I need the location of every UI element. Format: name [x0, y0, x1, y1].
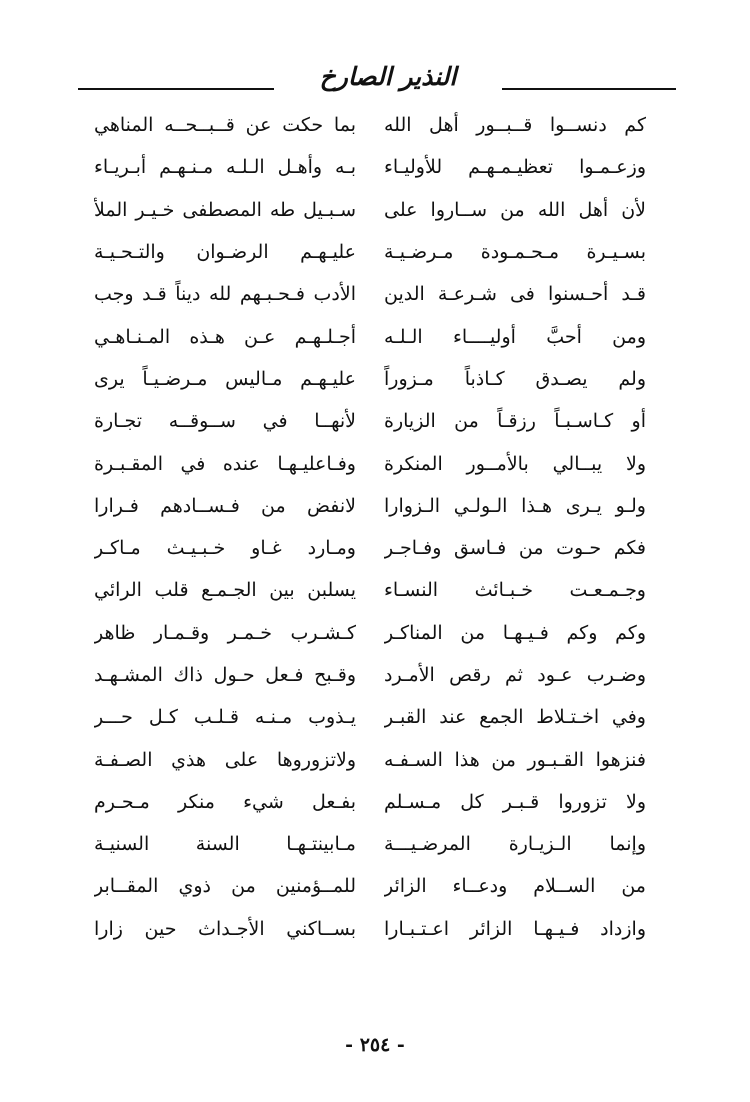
- verse-second-hemistich: بســاكني الأجـداث حين زارا: [94, 917, 356, 940]
- verse-second-hemistich: لانفض من فـســادهم فـرارا: [94, 494, 356, 517]
- verse-second-hemistich: أجـلـهـم عـن هـذه المـنـاهـي: [94, 325, 356, 348]
- verse-second-hemistich: ولاتزوروها على هذي الصـفـة: [94, 748, 356, 771]
- verse-first-hemistich: ولا يبــالي بالأمــور المنكرة: [384, 452, 646, 475]
- verse-line: [94, 485, 646, 527]
- verse-line: [94, 908, 646, 950]
- verse-line: [94, 781, 646, 823]
- verse-line: [94, 442, 646, 484]
- verse-first-hemistich: بسـيـرة مـحـمـودة مـرضـيـة: [384, 241, 646, 264]
- verse-line: [94, 865, 646, 907]
- verse-second-hemistich: عليـهـم الرضـوان والتـحـيـة: [94, 241, 356, 264]
- page-number: - ٢٥٤ -: [345, 1034, 405, 1056]
- verse-second-hemistich: ومـارد غـاو خـبـيـث مـاكـر: [94, 537, 356, 560]
- verse-line: [94, 527, 646, 569]
- verse-second-hemistich: سـبـيل طه المصطفى خـيـر الملأ: [94, 198, 356, 221]
- verse-line: [94, 696, 646, 738]
- verse-second-hemistich: كـشـرب خـمـر وقـمـار ظاهر: [94, 621, 356, 644]
- verse-first-hemistich: أو كـاسـبـاً رزقـاً من الزيارة: [384, 410, 646, 433]
- verse-first-hemistich: وزعـمـوا تعظيـمـهـم للأوليـاء: [384, 156, 646, 179]
- verse-second-hemistich: بـه وأهـل الـلـه مـنـهـم أبـريـاء: [94, 156, 356, 179]
- verse-line: [94, 612, 646, 654]
- verse-line: [94, 358, 646, 400]
- verse-second-hemistich: بفـعل شيء منكر مـحـرم: [94, 790, 356, 813]
- page-header: [78, 62, 676, 102]
- verse-first-hemistich: ولا تزوروا قـبـر كل مـسـلم: [384, 790, 646, 813]
- verse-first-hemistich: وإنما الـزيـارة المرضـيـــة: [384, 833, 646, 856]
- verse-first-hemistich: وضـرب عـود ثم رقص الأمـرد: [384, 664, 646, 686]
- header-title: النذير الصارخ: [319, 62, 457, 91]
- verse-line: [94, 738, 646, 780]
- verse-first-hemistich: من الســلام ودعــاء الزائر: [384, 875, 646, 898]
- verse-second-hemistich: وقـبح فـعل حـول ذاك المشـهـد: [94, 664, 356, 686]
- verse-line: [94, 273, 646, 315]
- verse-second-hemistich: يسلبن بين الجـمـع قلب الرائي: [94, 579, 356, 602]
- verse-line: [94, 654, 646, 696]
- verse-first-hemistich: فنزهوا القـبـور من هذا السـفـه: [384, 748, 646, 771]
- verse-line: [94, 400, 646, 442]
- verse-second-hemistich: بما حكت عن قــبــحــه المناهي: [94, 114, 356, 137]
- verse-second-hemistich: للمــؤمنين من ذوي المقــابر: [94, 875, 356, 898]
- verse-first-hemistich: وازداد فـيـهـا الزائر اعـتـبـارا: [384, 917, 646, 940]
- verse-line: [94, 189, 646, 231]
- verse-second-hemistich: عليـهـم مـاليس مـرضـيـاً يرى: [94, 367, 356, 390]
- verse-first-hemistich: لأن أهل الله من ســاروا على: [384, 198, 646, 221]
- verse-first-hemistich: وجـمـعـت خـبـائث النسـاء: [384, 579, 646, 602]
- verse-second-hemistich: لأنهــا في ســوقــه تجـارة: [94, 410, 356, 433]
- verse-first-hemistich: وكم وكم فـيـهـا من المناكـر: [384, 621, 646, 644]
- verse-first-hemistich: وفي اخـتـلاط الجمع عند القبـر: [384, 706, 646, 729]
- verse-second-hemistich: يـذوب مـنـه قـلـب كـل حـــر: [94, 706, 356, 729]
- verse-first-hemistich: ولـو يـرى هـذا الـولـي الـزوارا: [384, 494, 646, 517]
- verse-line: [94, 315, 646, 357]
- verse-line: [94, 146, 646, 188]
- verse-line: [94, 823, 646, 865]
- verse-second-hemistich: الأدب فـحـبـهم لله ديناً قـد وجب: [94, 283, 356, 306]
- verse-first-hemistich: ومن أحبَّ أوليــــاء الـلـه: [384, 325, 646, 348]
- header-rule-right: [502, 88, 676, 90]
- verse-first-hemistich: قـد أحـسنوا فى شـرعـة الدين: [384, 283, 646, 306]
- verse-line: [94, 104, 646, 146]
- verse-line: [94, 231, 646, 273]
- verse-second-hemistich: وفـاعليـهـا عنده في المقـبـرة: [94, 452, 356, 475]
- header-rule-left: [78, 88, 274, 90]
- verse-line: [94, 569, 646, 611]
- verse-first-hemistich: فكم حـوت من فـاسق وفـاجـر: [384, 537, 646, 560]
- verse-first-hemistich: ولم يصـدق كـاذباً مـزوراً: [384, 367, 646, 390]
- verse-first-hemistich: كم دنســوا قــبــور أهل الله: [384, 114, 646, 137]
- verse-second-hemistich: مـابينتـهـا السنة السنيـة: [94, 833, 356, 856]
- poem-body: [94, 104, 646, 950]
